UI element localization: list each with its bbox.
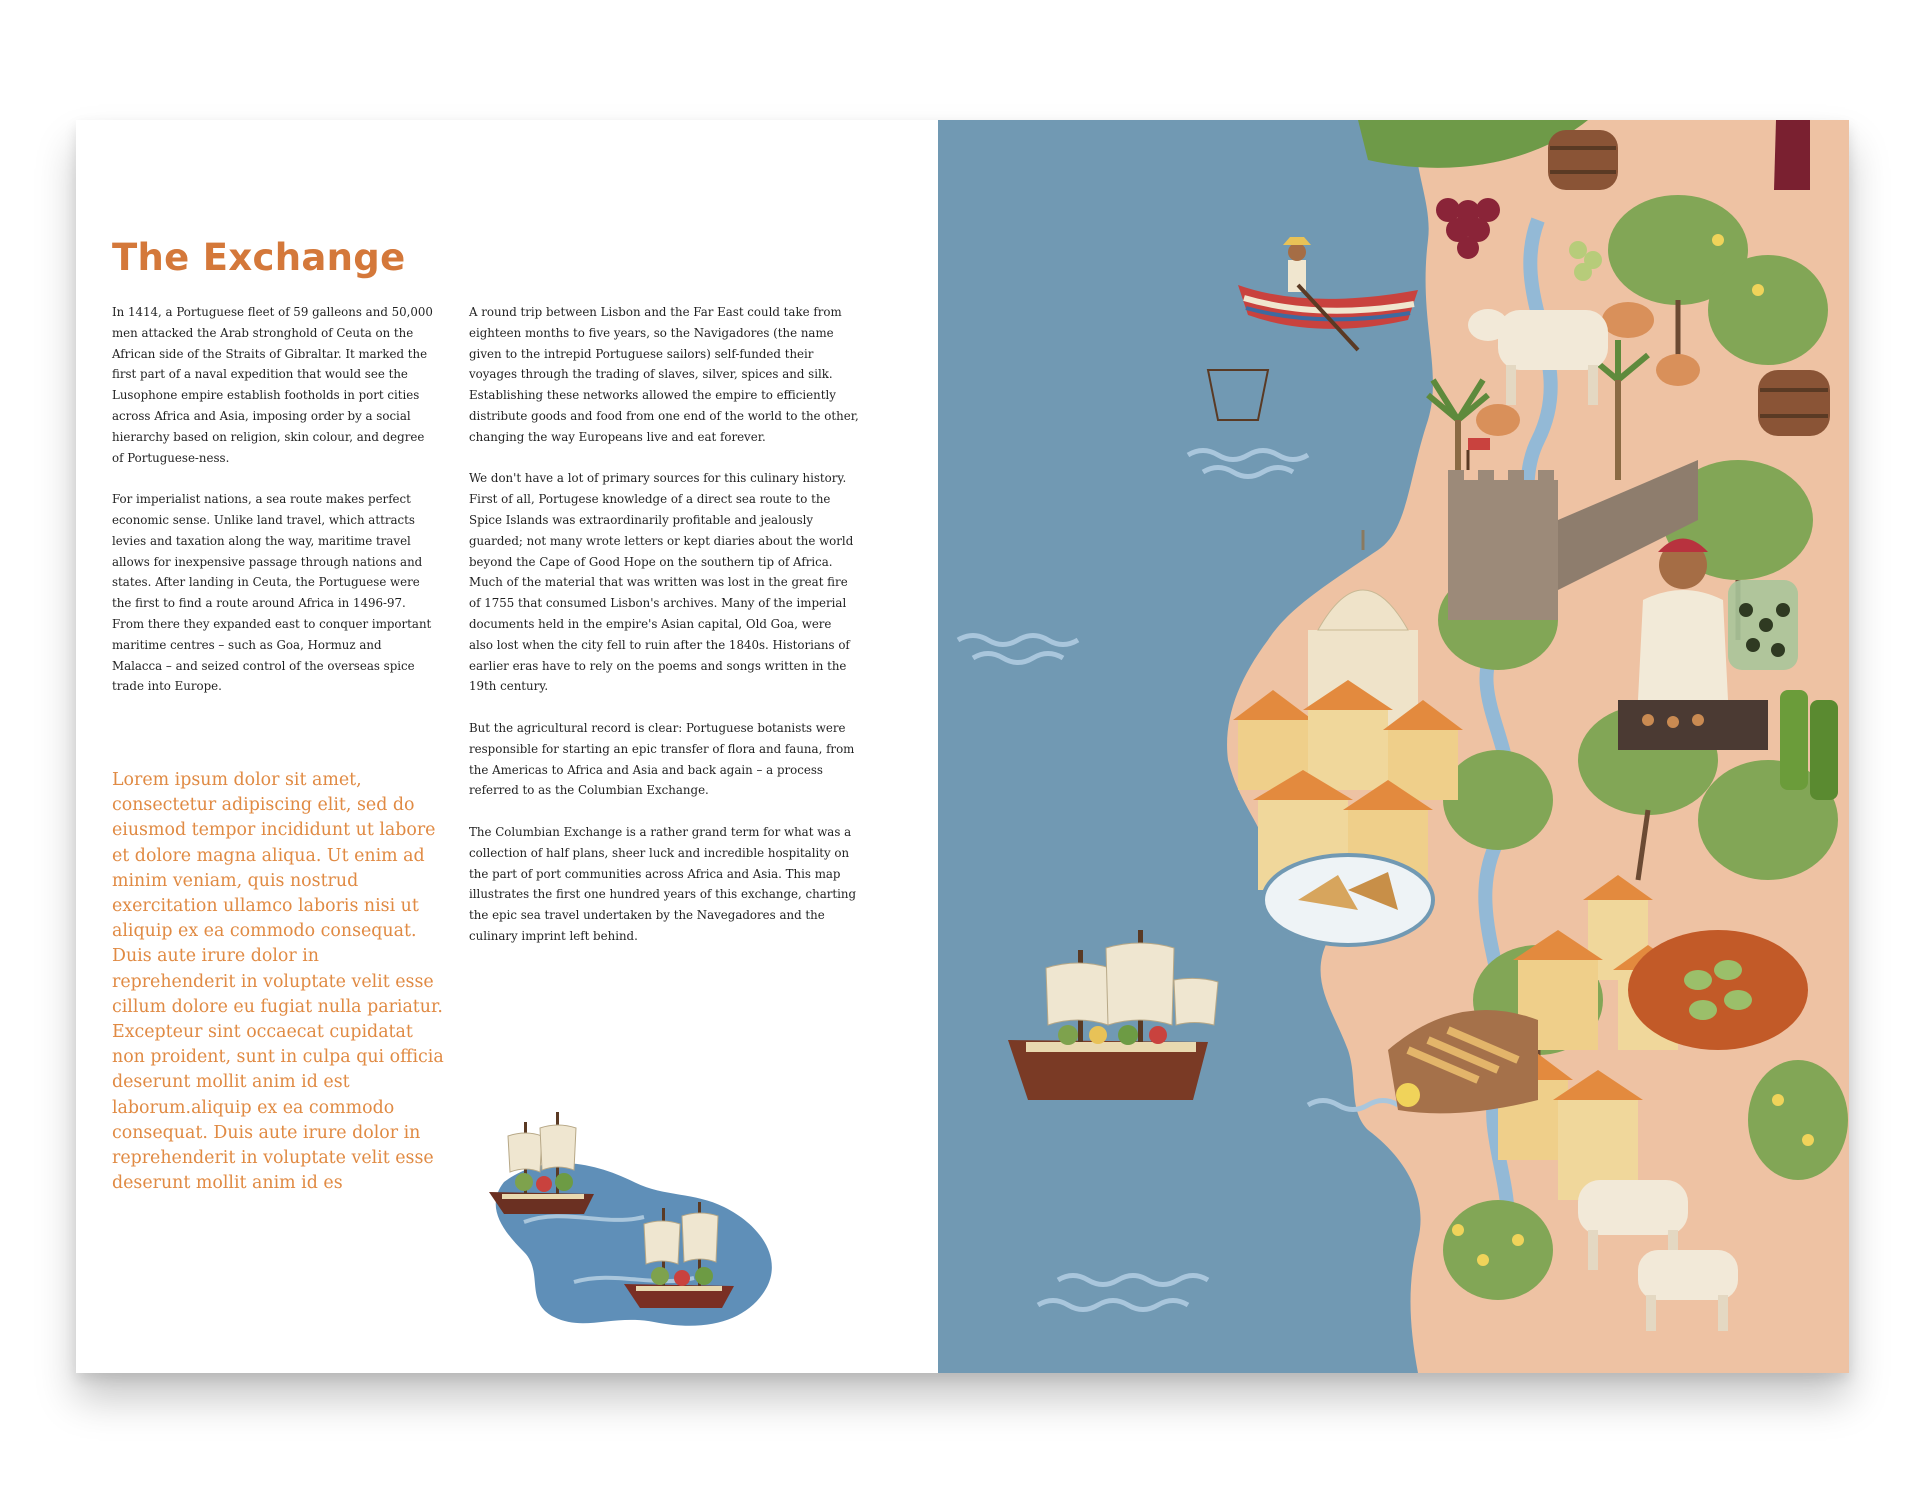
olive-jar-icon <box>1728 580 1798 670</box>
text-column-2 <box>469 302 859 968</box>
paragraph: We don't have a lot of primary sources for this culinary history. First of all, Portugese knowledge of a direct sea route to the Spice Islands was extraordinarily profitable and jealously guarded; not many wrote letters or kept diaries about the world beyond the Cape of Good Hope on the southern tip of Africa. Much of the material that was written was lost in the great fire of 1755 that consumed Lisbon's archives. Many of the imperial documents held in the empire's Asian capital, Old Goa, were also lost when the city fell to ruin after the 1840s. Historians of earlier eras have to rely on the poems and songs written in the 19th century. <box>469 471 854 694</box>
food-plate-icon <box>1263 855 1433 945</box>
ship-1 <box>489 1112 594 1214</box>
paragraph: A round trip between Lisbon and the Far East could take from eighteen months to five years, so the Navigadores (the name given to the intrepid Portuguese sailors) self-funded their voyages through the trading of slaves, silver, spices and silk. Establishing these networks allowed the empire to efficiently distribute goods and food from one end of the world to the other, changing the way Europeans live and eat forever. <box>469 305 859 444</box>
rowing-boat <box>1208 237 1418 420</box>
paragraph: But the agricultural record is clear: Portuguese botanists were responsible for starting an epic transfer of flora and fauna, from the Americas to Africa and Asia and back again – a process referred to as the Columbian Exchange. <box>469 720 855 798</box>
wine-bottle-icon <box>1774 120 1810 190</box>
coastal-map-illustration <box>938 120 1849 1373</box>
article-title: The Exchange <box>112 236 406 279</box>
paragraph: For imperialist nations, a sea route makes perfect economic sense. Unlike land travel, which attracts levies and taxation along the way, maritime travel allows for inexpensive passage through nations and states. After landing in Ceuta, the Portuguese were the first to find a route around Africa in 1496-97. From there they expanded east to conquer important maritime centres – such as Goa, Hormuz and Malacca – and seized control of the overseas spice trade into Europe. <box>112 492 432 694</box>
right-page <box>938 120 1849 1373</box>
magazine-spread <box>76 120 1849 1373</box>
galleon <box>1008 930 1218 1100</box>
paragraph: The Columbian Exchange is a rather grand term for what was a collection of half plans, sheer luck and incredible hospitality on the part of port communities across Africa and Asia. This map illustrates the first one hundred years of this exchange, charting the epic sea travel undertaken by the Navegadores and the culinary imprint left behind. <box>469 824 857 943</box>
paragraph: In 1414, a Portuguese fleet of 59 galleons and 50,000 men attacked the Arab stronghold of Ceuta on the African side of the Straits of Gibraltar. It marked the first part of a naval expedition that would see the Lusophone empire establish footholds in port cities across Africa and Asia, imposing order by a social hierarchy based on religion, skin colour, and degree of Portuguese-ness. <box>112 305 433 465</box>
olive-bowl-icon <box>1628 930 1808 1050</box>
text-column-1 <box>112 302 434 718</box>
left-page <box>76 120 938 1373</box>
pull-quote: Lorem ipsum dolor sit amet, consectetur adipiscing elit, sed do eiusmod tempor incididunt ut labore et dolore magna aliqua. Ut enim ad minim veniam, quis nostrud exercitation ullamco laboris nisi ut aliquip ex ea commodo consequat. Duis aute irure dolor in reprehenderit in voluptate velit esse cillum dolore eu fugiat nulla pariatur. Excepteur sint occaecat cupidatat non proident, sunt in culpa qui officia deserunt mollit anim id est laborum.aliquip ex ea commodo consequat. Duis aute irure dolor in reprehenderit in voluptate velit esse deserunt mollit anim id es <box>112 770 444 1194</box>
ships-illustration <box>484 1032 804 1364</box>
